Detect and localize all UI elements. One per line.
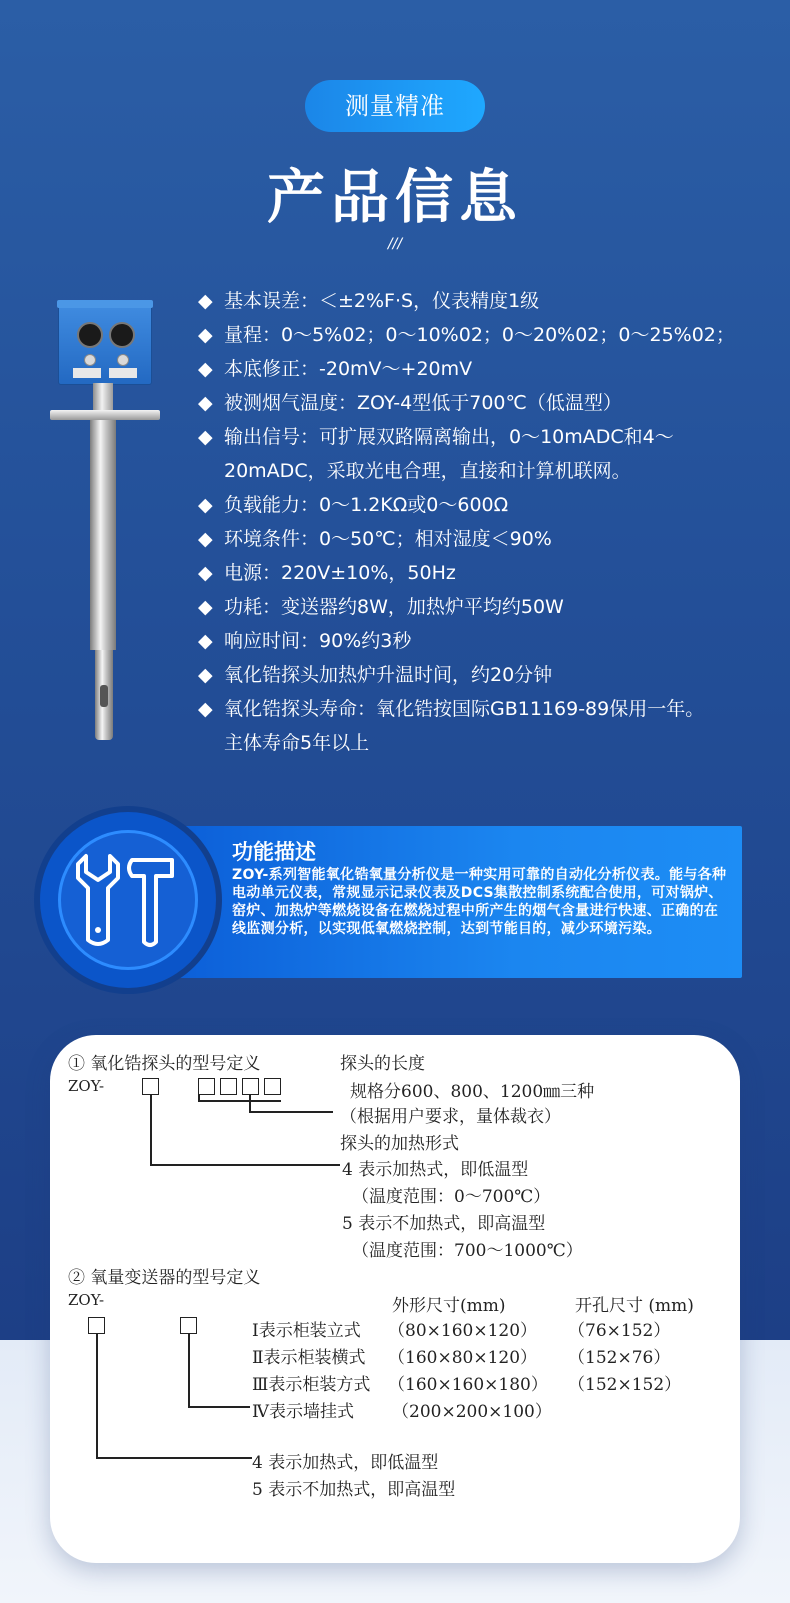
transmitter-type-3-hole: （152×152）: [568, 1375, 682, 1395]
transmitter-type-4: Ⅳ表示墙挂式: [252, 1402, 354, 1422]
spec-list: [198, 284, 758, 760]
probe-junction-box: [58, 305, 152, 385]
transmitter-type-1: Ⅰ表示柜装立式: [252, 1321, 361, 1341]
section-pill-label: 测量精准: [305, 80, 485, 132]
diamond-bullet-icon: ◆: [198, 494, 213, 516]
diamond-bullet-icon: ◆: [198, 528, 213, 550]
transmitter-type-2-hole: （152×76）: [568, 1348, 671, 1368]
diamond-bullet-icon: ◆: [198, 562, 213, 584]
transmitter-type-1-outer: （80×160×120）: [388, 1321, 538, 1341]
probe-heat-type-4-range: （温度范围：0～700℃）: [352, 1187, 551, 1207]
spec-item-continuation: 主体寿命5年以上: [224, 732, 370, 754]
probe-flange: [50, 410, 160, 420]
model-digit-box: [142, 1078, 159, 1095]
probe-tube: [90, 420, 116, 650]
probe-model-title: ① 氧化锆探头的型号定义: [68, 1054, 261, 1074]
spec-item-continuation: 20mADC，采取光电合理，直接和计算机联网。: [224, 460, 631, 482]
model-definition-card: [50, 1035, 740, 1563]
spec-item: ◆ 本底修正：-20mV～+20mV: [198, 352, 758, 386]
spec-item: ◆ 氧化锆探头寿命：氧化锆按国际GB11169-89保用一年。: [198, 692, 758, 726]
transmitter-type-3: Ⅲ表示柜装方式: [252, 1375, 371, 1395]
probe-length-spec: 规格分600、800、1200㎜三种: [350, 1082, 595, 1102]
spec-item: ◆ 电源：220V±10%，50Hz: [198, 556, 758, 590]
function-description: ZOY-系列智能氧化锆氧量分析仪是一种实用可靠的自动化分析仪表。能与各种电动单元仪表，常规显示记录仪表及DCS集散控制系统配合使用，可对锅炉、窑炉、加热炉等燃烧设备在燃烧过程中所产生的烟气含量进行快速、正确的在线监测分析，以实现低氧燃烧控制，达到节能目的，减少环境污染。: [232, 867, 727, 937]
probe-length-title: 探头的长度: [340, 1054, 425, 1074]
transmitter-model-title: ② 氧量变送器的型号定义: [68, 1268, 261, 1288]
model-digit-box: [198, 1078, 215, 1095]
transmitter-type-1-hole: （76×152）: [568, 1321, 671, 1341]
probe-heat-title: 探头的加热形式: [340, 1134, 459, 1154]
transmitter-type-4-outer: （200×200×100）: [392, 1402, 552, 1422]
hole-size-header: 开孔尺寸 (mm): [575, 1296, 694, 1316]
spec-item: ◆ 响应时间：90%约3秒: [198, 624, 758, 658]
transmitter-type-2-outer: （160×80×120）: [388, 1348, 538, 1368]
function-title: 功能描述: [232, 840, 316, 864]
transmitter-type-3-outer: （160×160×180）: [388, 1375, 548, 1395]
model-digit-box: [180, 1317, 197, 1334]
transmitter-type-2: Ⅱ表示柜装横式: [252, 1348, 366, 1368]
spec-item: ◆ 环境条件：0～50℃；相对湿度＜90%: [198, 522, 758, 556]
model-digit-box: [264, 1078, 281, 1095]
diamond-bullet-icon: ◆: [198, 426, 213, 448]
diamond-bullet-icon: ◆: [198, 698, 213, 720]
spec-item: ◆ 基本误差：＜±2%F·S，仪表精度1级: [198, 284, 758, 318]
spec-item: ◆ 氧化锆探头加热炉升温时间，约20分钟: [198, 658, 758, 692]
probe-length-note: （根据用户要求，量体裁衣）: [340, 1107, 561, 1127]
diamond-bullet-icon: ◆: [198, 358, 213, 380]
outer-size-header: 外形尺寸(mm): [392, 1296, 506, 1316]
probe-model-prefix: ZOY-: [68, 1077, 105, 1095]
wrench-hammer-icon: [72, 850, 184, 950]
model-digit-box: [242, 1078, 259, 1095]
diamond-bullet-icon: ◆: [198, 290, 213, 312]
transmitter-heat-type-4: 4 表示加热式，即低温型: [252, 1453, 439, 1473]
page-title: 产品信息: [266, 163, 523, 231]
spec-item: ◆ 输出信号：可扩展双路隔离输出，0～10mADC和4～: [198, 420, 758, 454]
diamond-bullet-icon: ◆: [198, 596, 213, 618]
transmitter-model-prefix: ZOY-: [68, 1291, 105, 1309]
diamond-bullet-icon: ◆: [198, 392, 213, 414]
model-digit-box: [220, 1078, 237, 1095]
spec-item: ◆ 负载能力：0～1.2KΩ或0～600Ω: [198, 488, 758, 522]
spec-item: ◆ 被测烟气温度：ZOY-4型低于700℃（低温型）: [198, 386, 758, 420]
decorative-slashes: ///: [387, 236, 403, 252]
probe-heat-type-5: 5 表示不加热式，即高温型: [342, 1214, 546, 1234]
spec-item: ◆ 量程：0～5%02；0～10%02；0～20%02；0～25%02；: [198, 318, 758, 352]
probe-heat-type-5-range: （温度范围：700～1000℃）: [352, 1241, 583, 1261]
probe-heat-type-4: 4 表示加热式，即低温型: [342, 1160, 529, 1180]
spec-item: ◆ 功耗：变送器约8W，加热炉平均约50W: [198, 590, 758, 624]
diamond-bullet-icon: ◆: [198, 664, 213, 686]
transmitter-heat-type-5: 5 表示不加热式，即高温型: [252, 1480, 456, 1500]
diamond-bullet-icon: ◆: [198, 324, 213, 346]
diamond-bullet-icon: ◆: [198, 630, 213, 652]
oxygen-probe-image: [50, 305, 160, 755]
model-digit-box: [88, 1317, 105, 1334]
